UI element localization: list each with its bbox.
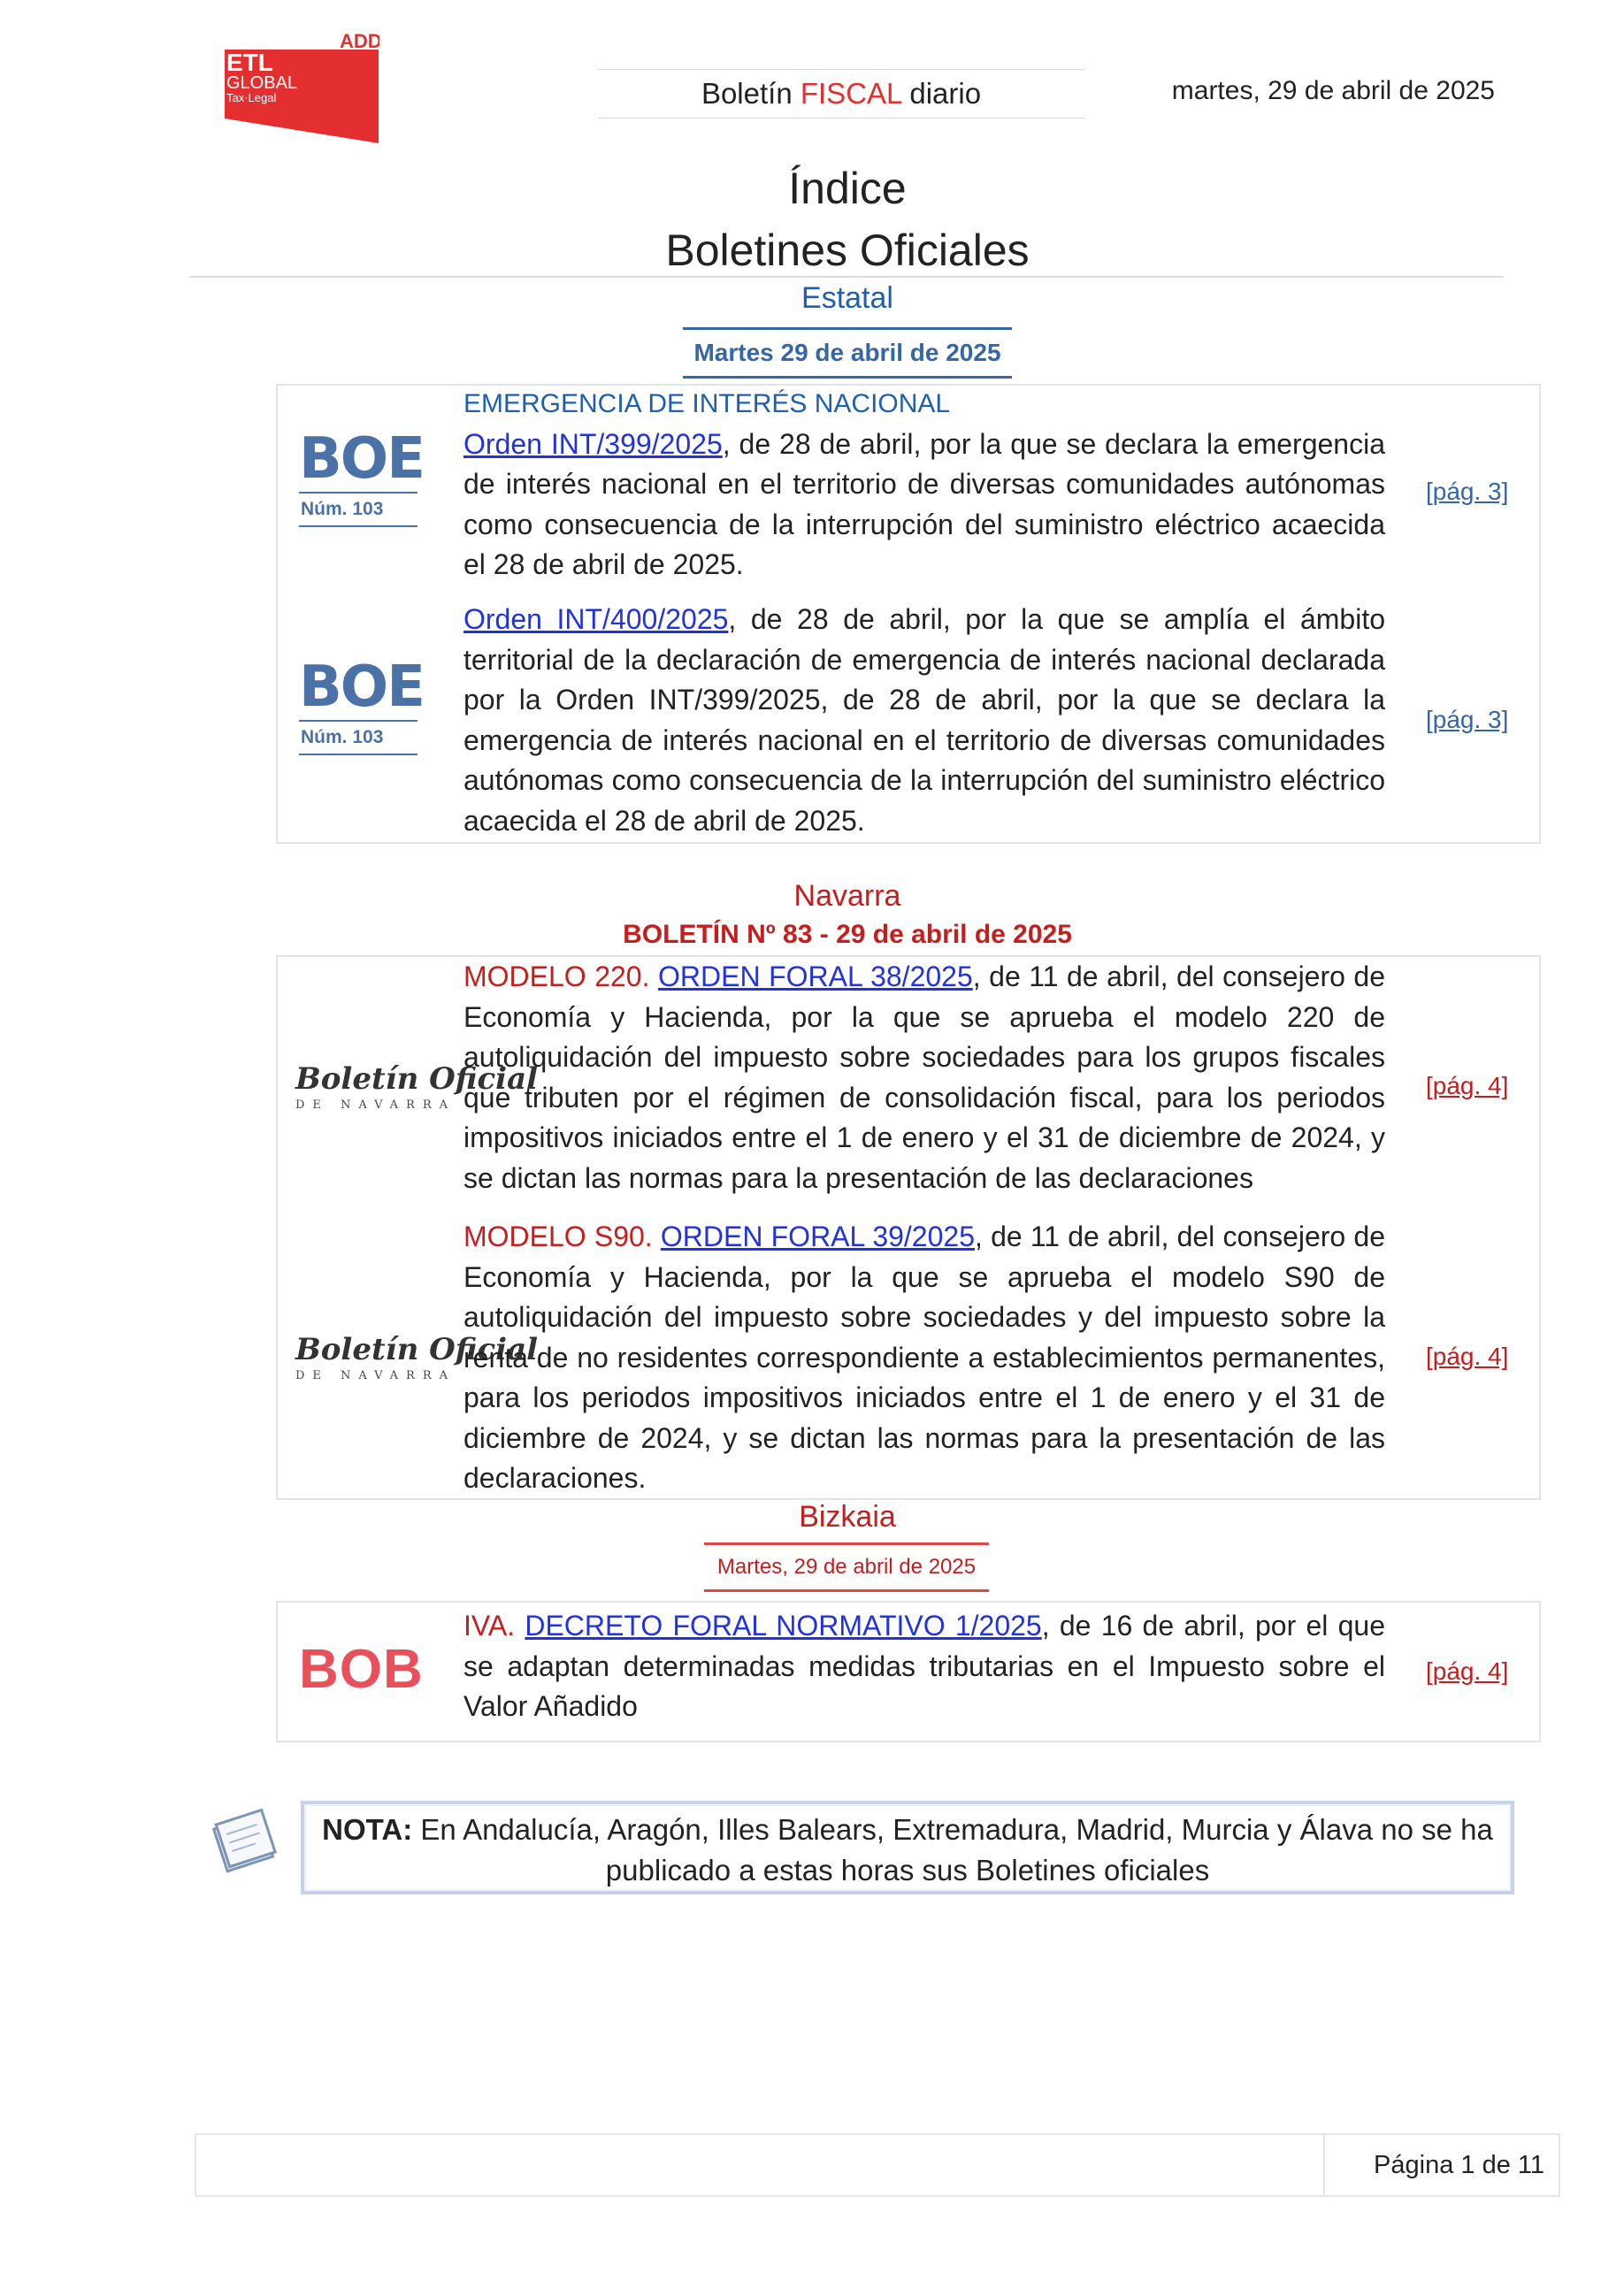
navarra-entry-1 xyxy=(463,957,1385,1198)
boe-number: Núm. 103 xyxy=(299,492,417,527)
navarra-logo-line2: DE NAVARRA xyxy=(295,1098,456,1112)
page-link-bizkaia-1[interactable]: [pág. 4] xyxy=(1426,1657,1509,1685)
boe-logo-text: BOE xyxy=(299,426,424,492)
boe-logo xyxy=(299,426,424,527)
orden-int-400-link[interactable]: Orden INT/400/2025 xyxy=(463,603,729,635)
entry-text: , de 16 de abril, por el que se adaptan determinadas medidas tributarias en el Impuesto sobre el Valor Añadido xyxy=(463,1610,1386,1722)
index-line1: Índice xyxy=(788,164,907,213)
estatal-entry-2 xyxy=(463,600,1385,841)
section-title-estatal: Estatal xyxy=(801,281,893,315)
logo-word-global: GLOBAL xyxy=(226,73,298,93)
divider xyxy=(189,276,1504,278)
orden-int-399-link[interactable]: Orden INT/399/2025 xyxy=(463,427,723,460)
title-suffix: diario xyxy=(901,77,982,110)
svg-text:ADD: ADD xyxy=(340,34,379,52)
entry-category: IVA. xyxy=(463,1610,525,1642)
section-title-navarra: Navarra xyxy=(793,879,901,913)
bizkaia-entry-1 xyxy=(463,1606,1385,1727)
page-number: Página 1 de 11 xyxy=(1374,2151,1544,2179)
title-prefix: Boletín xyxy=(701,77,801,110)
page-link-estatal-1[interactable]: [pág. 3] xyxy=(1426,478,1509,505)
etl-global-logo xyxy=(189,34,379,145)
index-line2: Boletines Oficiales xyxy=(665,226,1030,275)
entry-text: , de 28 de abril, por la que se declara la emergencia de interés nacional en el territorio de diversas comunidades autónomas como consecuencia de la interrupción del suministro eléctrico acaecida el 28 de abril de 2025. xyxy=(463,427,1386,580)
header-date: martes, 29 de abril de 2025 xyxy=(1171,76,1495,105)
bulletin-title xyxy=(598,69,1084,119)
logo-word-etl: ETL xyxy=(226,49,273,76)
section-title-bizkaia: Bizkaia xyxy=(799,1500,896,1534)
boe-logo-text: BOE xyxy=(299,654,424,720)
index-title xyxy=(0,157,1624,281)
page-link-navarra-2[interactable]: [pág. 4] xyxy=(1426,1343,1509,1370)
title-highlight: FISCAL xyxy=(800,77,902,110)
orden-foral-38-link[interactable]: ORDEN FORAL 38/2025 xyxy=(658,960,973,992)
entry-category: EMERGENCIA DE INTERÉS NACIONAL xyxy=(463,389,951,418)
note-label: NOTA: xyxy=(322,1813,413,1846)
page-link-estatal-2[interactable]: [pág. 3] xyxy=(1426,706,1509,733)
entry-category: MODELO 220. xyxy=(463,960,658,992)
navarra-entry-2 xyxy=(463,1217,1385,1499)
decreto-foral-normativo-link[interactable]: DECRETO FORAL NORMATIVO 1/2025 xyxy=(525,1610,1042,1642)
logo-word-taxlegal: Tax·Legal xyxy=(226,91,277,104)
estatal-entry-1 xyxy=(463,384,1385,585)
navarra-logo-line1: Boletín Oficial xyxy=(295,1061,539,1097)
note-pad-icon xyxy=(207,1804,283,1880)
note-text: En Andalucía, Aragón, Illes Balears, Extremadura, Madrid, Murcia y Álava no se ha publicado a estas horas sus Boletines oficiales xyxy=(412,1813,1493,1887)
entry-text: , de 11 de abril, del consejero de Economía y Hacienda, por la que se aprueba el modelo S90 de autoliquidación del impuesto sobre sociedades y del impuesto sobre la renta de no residentes correspondiente a establecimientos permanentes, para los periodos impositivos iniciados entre el 1 de enero y el 31 de diciembre de 2024, y se dictan las normas para la presentación de las declaraciones. xyxy=(463,1221,1386,1494)
estatal-date: Martes 29 de abril de 2025 xyxy=(683,327,1012,379)
entry-category: MODELO S90. xyxy=(463,1221,661,1252)
navarra-logo-line1: Boletín Oficial xyxy=(295,1332,539,1367)
page-link-navarra-1[interactable]: [pág. 4] xyxy=(1426,1072,1509,1099)
bizkaia-date: Martes, 29 de abril de 2025 xyxy=(704,1542,989,1592)
navarra-subtitle: BOLETÍN Nº 83 - 29 de abril de 2025 xyxy=(623,920,1072,949)
footer-divider xyxy=(1323,2133,1325,2197)
note-box xyxy=(301,1801,1514,1894)
boe-logo xyxy=(299,654,424,755)
bob-logo: BOB xyxy=(299,1639,424,1700)
entry-text: , de 11 de abril, del consejero de Economía y Hacienda, por la que se aprueba el modelo 220 de autoliquidación del impuesto sobre sociedades para los grupos fiscales que tributen por el régimen de consolidación fiscal, para los periodos impositivos iniciados entre el 1 de enero y el 31 de diciembre de 2024, y se dictan las normas para la presentación de las declaraciones xyxy=(463,960,1386,1194)
navarra-logo-line2: DE NAVARRA xyxy=(295,1369,456,1382)
orden-foral-39-link[interactable]: ORDEN FORAL 39/2025 xyxy=(660,1221,975,1252)
boe-number: Núm. 103 xyxy=(299,720,417,755)
entry-text: , de 28 de abril, por la que se amplía el ámbito territorial de la declaración de emergencia de interés nacional declarada por la Orden INT/399/2025, de 28 de abril, por la que se declara la emergencia de interés nacional en el territorio de diversas comunidades autónomas como consecuencia de la interrupción del suministro eléctrico acaecida el 28 de abril de 2025. xyxy=(463,603,1386,837)
